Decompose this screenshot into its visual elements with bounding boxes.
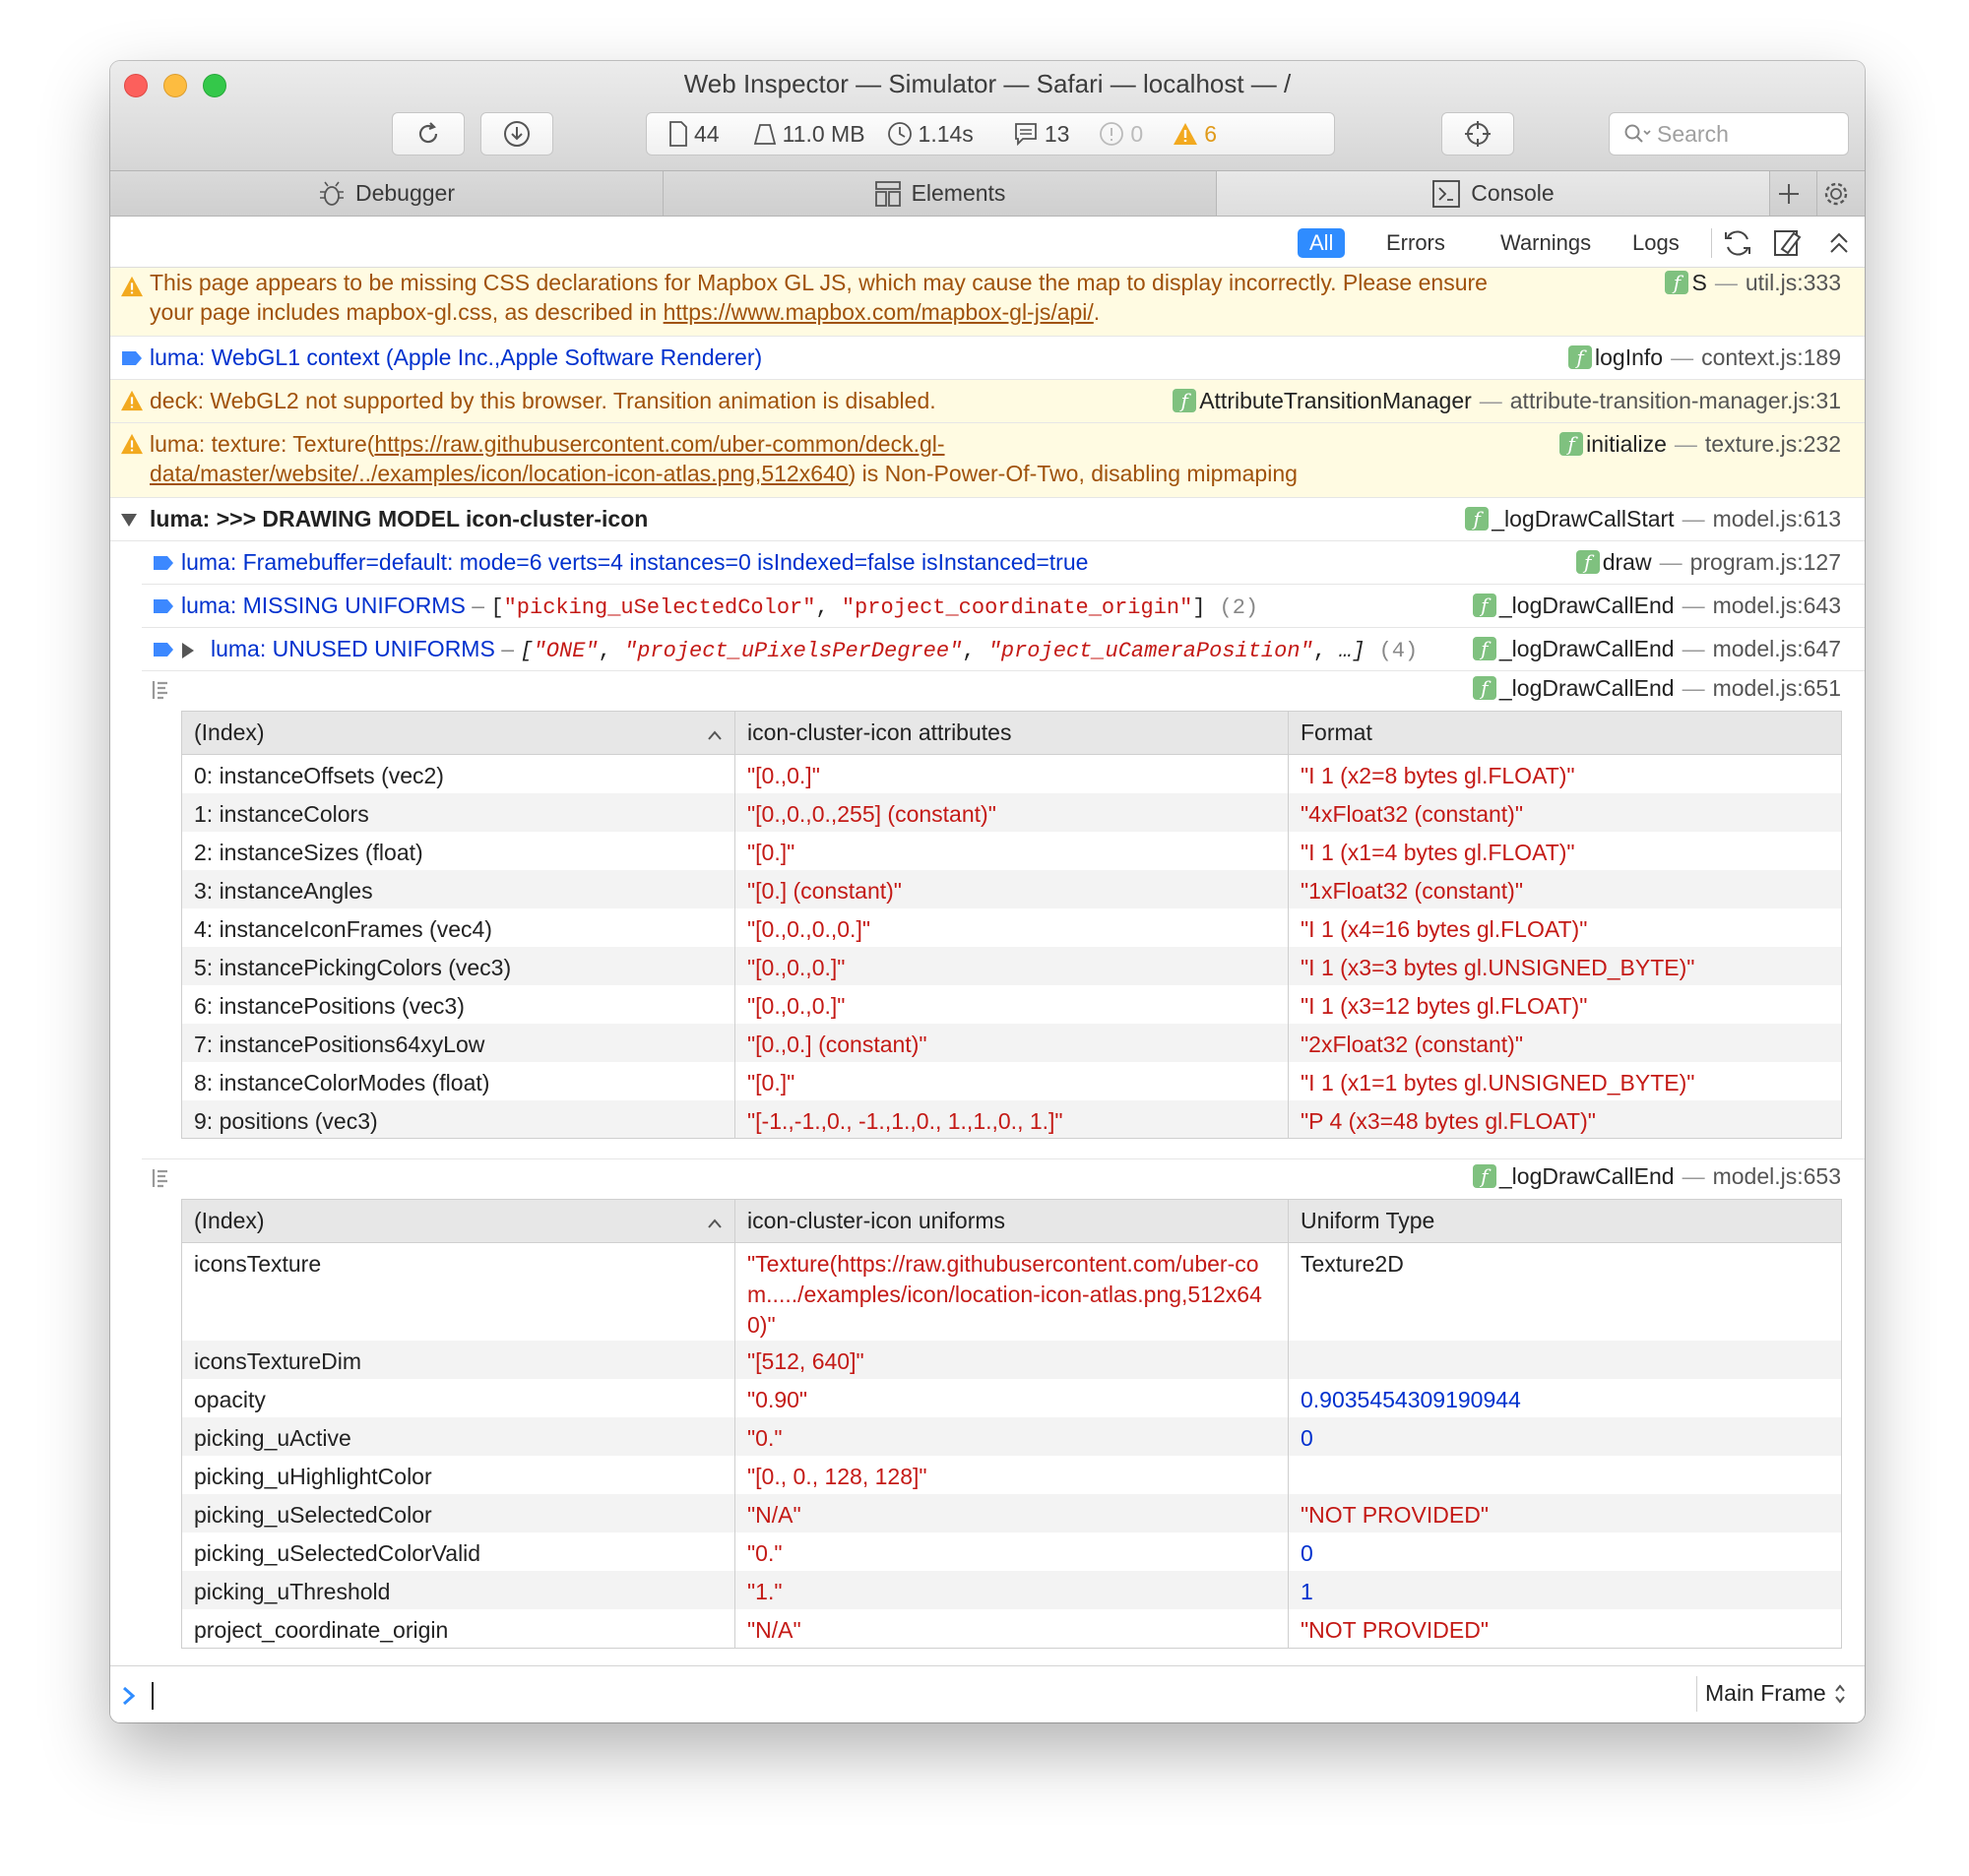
table-cell-index: project_coordinate_origin — [182, 1609, 735, 1648]
source-file-link[interactable]: model.js:647 — [1712, 636, 1841, 661]
tab-elements-label: Elements — [911, 180, 1006, 206]
console-log-message[interactable] — [142, 541, 1865, 585]
document-icon — [668, 121, 688, 147]
table-cell-index: 3: instanceAngles — [182, 870, 735, 908]
column-header-index[interactable] — [182, 712, 735, 755]
texture-url-link[interactable]: data/master/website/../examples/icon/location-icon-atlas.png,512x640 — [150, 461, 849, 486]
function-name: _logDrawCallStart — [1492, 506, 1675, 532]
message-text: ) is Non-Power-Of-Two, disabling mipmaping — [848, 461, 1298, 486]
message-text: luma: texture: Texture( — [150, 431, 375, 457]
table-cell-value: "[0.,0.,0.]" — [735, 947, 1289, 985]
function-name: _logDrawCallEnd — [1498, 636, 1675, 661]
message-text: This page appears to be missing CSS declarations for Mapbox GL JS, which may cause the map to display incorrectly. Please ensure — [150, 270, 1488, 295]
function-icon: f — [1173, 389, 1196, 412]
elements-icon — [874, 180, 902, 208]
search-icon — [1623, 123, 1653, 145]
gear-icon — [1822, 180, 1850, 208]
message-text: . — [1093, 299, 1101, 325]
table-cell-value: "N/A" — [735, 1609, 1289, 1648]
table-cell-index: 0: instanceOffsets (vec2) — [182, 755, 735, 793]
log-icon — [1013, 121, 1039, 147]
text-cursor — [152, 1682, 154, 1710]
table-row[interactable] — [182, 908, 1842, 947]
console-log-message[interactable]: luma: UNUSED UNIFORMS – ["ONE", "project_uPixelsPerDegree", "project_uCameraPosition", …] (4) f _logDrawCallEnd — model.js:647 — [142, 628, 1865, 671]
function-name: logInfo — [1595, 344, 1664, 370]
table-row[interactable] — [182, 985, 1842, 1024]
table-row[interactable] — [182, 1571, 1842, 1609]
console-filter-bar — [110, 217, 1865, 268]
table-row[interactable] — [182, 1417, 1842, 1456]
table-cell-type: "NOT PROVIDED" — [1289, 1609, 1842, 1648]
function-name: initialize — [1586, 431, 1667, 457]
sort-ascending-icon — [707, 729, 723, 741]
info-log-icon — [152, 553, 175, 573]
function-icon: f — [1576, 550, 1600, 574]
load-time-value: 1.14s — [918, 120, 974, 147]
table-cell-type: "2xFloat32 (constant)" — [1289, 1024, 1842, 1062]
table-cell-type: "P 4 (x3=48 bytes gl.FLOAT)" — [1289, 1100, 1842, 1139]
source-location[interactable]: f _logDrawCallEnd — model.js:643 — [1473, 591, 1841, 620]
warning-count[interactable] — [1173, 121, 1217, 148]
source-location[interactable]: f initialize — texture.js:232 — [1559, 429, 1841, 459]
search-placeholder: Search — [1657, 120, 1729, 147]
source-file-link[interactable]: context.js:189 — [1701, 344, 1841, 370]
execution-context-label: Main Frame — [1705, 1680, 1826, 1706]
array-value: "project_uCameraPosition" — [987, 639, 1313, 663]
table-cell-type: 0 — [1289, 1532, 1842, 1571]
weight-icon — [753, 122, 777, 146]
function-name: draw — [1602, 549, 1652, 575]
table-cell-index: 6: instancePositions (vec3) — [182, 985, 735, 1024]
array-value: "ONE" — [533, 639, 599, 663]
filter-logs[interactable]: Logs — [1632, 230, 1680, 255]
log-count-value: 13 — [1044, 120, 1070, 147]
source-file-link[interactable]: model.js:613 — [1712, 506, 1841, 532]
attributes-table — [181, 711, 1842, 1139]
settings-button[interactable] — [1817, 171, 1865, 216]
console-icon — [1431, 179, 1461, 209]
column-header-label: (Index) — [194, 719, 265, 745]
table-cell-type: "4xFloat32 (constant)" — [1289, 793, 1842, 832]
table-cell-value: "[0.,0.,0.]" — [735, 985, 1289, 1024]
table-row[interactable] — [182, 1609, 1842, 1648]
filter-divider — [1711, 228, 1712, 258]
warning-icon — [1173, 122, 1198, 146]
console-group-header[interactable] — [110, 498, 1865, 541]
function-icon: f — [1473, 1164, 1496, 1188]
info-log-icon — [152, 596, 175, 616]
array-value: "picking_uSelectedColor" — [503, 595, 816, 620]
table-cell-type — [1289, 1341, 1842, 1379]
function-name: _logDrawCallEnd — [1498, 1163, 1675, 1189]
table-cell-value: "[-1.,-1.,0., -1.,1.,0., 1.,1.,0., 1.]" — [735, 1100, 1289, 1139]
tab-console[interactable] — [1217, 171, 1770, 216]
disclosure-triangle-collapsed-icon[interactable] — [181, 642, 195, 659]
prompt-chevron-icon — [122, 1686, 136, 1706]
source-location[interactable]: f _logDrawCallEnd — model.js:651 — [1473, 673, 1841, 703]
source-location[interactable]: f _logDrawCallEnd — model.js:647 — [1473, 634, 1841, 663]
table-cell-type: Texture2D — [1289, 1243, 1842, 1342]
source-location[interactable]: f AttributeTransitionManager — attribute-transition-manager.js:31 — [1173, 386, 1841, 415]
table-cell-type: "I 1 (x3=12 bytes gl.FLOAT)" — [1289, 985, 1842, 1024]
table-cell-index: 7: instancePositions64xyLow — [182, 1024, 735, 1062]
window-title: Web Inspector — Simulator — Safari — localhost — / — [683, 69, 1292, 98]
function-icon: f — [1665, 271, 1688, 294]
source-file-link[interactable]: util.js:333 — [1745, 270, 1841, 295]
message-label: luma: MISSING UNIFORMS — [181, 593, 466, 618]
array-bracket: ] — [1352, 639, 1366, 663]
table-row[interactable] — [182, 755, 1842, 793]
message-text: your page includes mapbox-gl.css, as described in — [150, 299, 664, 325]
execution-context-selector[interactable] — [1705, 1680, 1846, 1707]
function-icon: f — [1473, 637, 1496, 660]
table-row[interactable] — [182, 832, 1842, 870]
texture-url-link[interactable]: https://raw.githubusercontent.com/uber-common/deck.gl- — [374, 431, 945, 457]
preserve-log-icon[interactable] — [1722, 227, 1753, 259]
scroll-to-top-icon[interactable] — [1827, 230, 1851, 256]
function-icon: f — [1465, 507, 1489, 531]
tab-bar — [110, 171, 1865, 217]
table-cell-type: 1 — [1289, 1571, 1842, 1609]
table-cell-value: "[0., 0., 128, 128]" — [735, 1456, 1289, 1494]
resource-count-value: 44 — [694, 120, 720, 147]
console-log-message[interactable] — [142, 585, 1865, 628]
title-bar — [110, 61, 1865, 171]
table-cell-type: 0.9035454309190944 — [1289, 1379, 1842, 1417]
console-messages — [110, 268, 1865, 1665]
function-name: AttributeTransitionManager — [1199, 388, 1472, 413]
table-row[interactable] — [182, 793, 1842, 832]
source-file-link[interactable]: model.js:653 — [1712, 1163, 1841, 1189]
warning-icon — [120, 433, 144, 455]
array-bracket: ] — [1192, 595, 1206, 620]
table-cell-index: picking_uSelectedColorValid — [182, 1532, 735, 1571]
array-bracket: [ — [520, 639, 534, 663]
table-cell-value: "Texture(https://raw.githubusercontent.com/uber-com...../examples/icon/location-icon-atlas.png,512x640)" — [735, 1243, 1289, 1342]
table-row[interactable] — [182, 1243, 1842, 1342]
resource-size[interactable] — [753, 121, 865, 148]
console-table-message[interactable] — [142, 671, 1865, 1159]
group-title: luma: >>> DRAWING MODEL icon-cluster-icon — [150, 506, 649, 532]
separator: – — [465, 593, 491, 618]
table-icon — [152, 1167, 169, 1189]
table-row[interactable] — [182, 870, 1842, 908]
table-row[interactable] — [182, 1379, 1842, 1417]
info-log-icon — [152, 640, 175, 659]
table-cell-value: "[0.,0.] (constant)" — [735, 1024, 1289, 1062]
table-cell-value: "N/A" — [735, 1494, 1289, 1532]
source-location[interactable]: f draw — program.js:127 — [1576, 547, 1841, 577]
bug-icon — [318, 180, 346, 208]
clear-log-icon[interactable] — [1772, 227, 1806, 259]
warning-icon — [120, 390, 144, 411]
table-cell-index: iconsTexture — [182, 1243, 735, 1342]
column-header-attributes[interactable]: icon-cluster-icon attributes — [735, 712, 1289, 755]
table-icon — [152, 679, 169, 701]
table-cell-index: 1: instanceColors — [182, 793, 735, 832]
filter-all[interactable]: All — [1298, 228, 1345, 258]
warning-icon — [120, 276, 144, 297]
function-icon: f — [1473, 594, 1496, 617]
load-time[interactable] — [887, 121, 974, 148]
source-file-link[interactable]: model.js:651 — [1712, 675, 1841, 701]
function-name: S — [1691, 270, 1707, 295]
column-header-label: (Index) — [194, 1208, 265, 1233]
array-separator: , — [815, 595, 842, 620]
error-icon — [1099, 121, 1124, 147]
source-file-link[interactable]: model.js:643 — [1712, 593, 1841, 618]
column-header-uniform-type[interactable]: Uniform Type — [1289, 1200, 1842, 1243]
tab-debugger-label: Debugger — [354, 180, 456, 206]
table-cell-type: "I 1 (x4=16 bytes gl.FLOAT)" — [1289, 908, 1842, 947]
table-cell-value: "[0.] (constant)" — [735, 870, 1289, 908]
filter-errors[interactable]: Errors — [1386, 230, 1445, 255]
console-log-message[interactable] — [110, 337, 1865, 380]
array-ellipsis: … — [1339, 639, 1353, 663]
source-file-link[interactable]: texture.js:232 — [1704, 431, 1841, 457]
table-cell-index: 5: instancePickingColors (vec3) — [182, 947, 735, 985]
table-cell-index: 8: instanceColorModes (float) — [182, 1062, 735, 1100]
table-row[interactable] — [182, 1062, 1842, 1100]
table-row[interactable] — [182, 1341, 1842, 1379]
console-warning-message[interactable] — [110, 380, 1865, 423]
disclosure-triangle-expanded-icon[interactable] — [120, 512, 138, 528]
table-cell-value: "0." — [735, 1417, 1289, 1456]
table-cell-index: 4: instanceIconFrames (vec4) — [182, 908, 735, 947]
table-cell-type: 0 — [1289, 1417, 1842, 1456]
console-warning-message[interactable] — [110, 268, 1865, 337]
source-location[interactable]: f _logDrawCallStart — model.js:613 — [1465, 504, 1841, 533]
array-bracket: [ — [490, 595, 504, 620]
function-icon: f — [1568, 345, 1592, 369]
function-name: _logDrawCallEnd — [1498, 593, 1675, 618]
warning-count-value: 6 — [1204, 120, 1217, 147]
table-cell-value: "[0.,0.]" — [735, 755, 1289, 793]
table-row[interactable] — [182, 1532, 1842, 1571]
new-tab-button[interactable] — [1770, 171, 1817, 216]
search-field[interactable] — [1609, 112, 1849, 156]
table-cell-value: "0.90" — [735, 1379, 1289, 1417]
array-count: (2) — [1219, 595, 1259, 620]
mapbox-api-link[interactable]: https://www.mapbox.com/mapbox-gl-js/api/ — [663, 299, 1094, 325]
function-icon: f — [1559, 432, 1583, 456]
table-cell-index: picking_uActive — [182, 1417, 735, 1456]
table-cell-index: 2: instanceSizes (float) — [182, 832, 735, 870]
array-value: "project_coordinate_origin" — [841, 595, 1193, 620]
table-row[interactable] — [182, 1456, 1842, 1494]
updown-chevron-icon — [1834, 1683, 1846, 1705]
column-header-format[interactable]: Format — [1289, 712, 1842, 755]
table-cell-value: "[0.]" — [735, 1062, 1289, 1100]
table-cell-index: picking_uHighlightColor — [182, 1456, 735, 1494]
web-inspector-window — [110, 61, 1865, 1722]
table-cell-value: "[512, 640]" — [735, 1341, 1289, 1379]
table-cell-index: picking_uThreshold — [182, 1571, 735, 1609]
table-row[interactable] — [182, 947, 1842, 985]
table-row[interactable] — [182, 1100, 1842, 1139]
message-text: luma: Framebuffer=default: mode=6 verts=4 instances=0 isIndexed=false isInstanced=true — [181, 549, 1089, 575]
table-cell-type: "I 1 (x3=3 bytes gl.UNSIGNED_BYTE)" — [1289, 947, 1842, 985]
reload-icon — [414, 120, 442, 148]
prompt-divider — [1696, 1676, 1697, 1712]
filter-warnings[interactable]: Warnings — [1500, 230, 1592, 255]
log-count[interactable] — [1013, 121, 1070, 148]
tab-debugger[interactable] — [110, 171, 664, 216]
table-cell-value: "[0.,0.,0.,255] (constant)" — [735, 793, 1289, 832]
table-cell-type: "I 1 (x2=8 bytes gl.FLOAT)" — [1289, 755, 1842, 793]
inspect-element-button[interactable] — [1441, 112, 1514, 156]
resource-size-value: 11.0 MB — [782, 120, 865, 147]
table-cell-index: 9: positions (vec3) — [182, 1100, 735, 1139]
table-cell-type — [1289, 1456, 1842, 1494]
error-count[interactable] — [1099, 121, 1143, 148]
console-table-message[interactable] — [142, 1159, 1865, 1665]
tab-console-label: Console — [1471, 180, 1555, 206]
info-log-icon — [120, 348, 144, 368]
table-cell-type: "NOT PROVIDED" — [1289, 1494, 1842, 1532]
plus-icon — [1777, 182, 1801, 206]
table-row[interactable] — [182, 1024, 1842, 1062]
table-cell-value: "1." — [735, 1571, 1289, 1609]
table-cell-type: "I 1 (x1=1 bytes gl.UNSIGNED_BYTE)" — [1289, 1062, 1842, 1100]
column-header-index[interactable] — [182, 1200, 735, 1243]
table-cell-type: "1xFloat32 (constant)" — [1289, 870, 1842, 908]
crosshair-icon — [1463, 119, 1493, 149]
message-text: luma: WebGL1 context (Apple Inc.,Apple Software Renderer) — [150, 344, 763, 370]
console-warning-message[interactable] — [110, 423, 1865, 498]
resource-count[interactable] — [668, 121, 720, 148]
uniforms-table — [181, 1199, 1842, 1649]
source-location[interactable]: f logInfo — context.js:189 — [1568, 343, 1841, 372]
column-header-uniforms[interactable]: icon-cluster-icon uniforms — [735, 1200, 1289, 1243]
console-prompt[interactable] — [110, 1665, 1865, 1722]
array-count: (4) — [1378, 639, 1419, 663]
table-cell-value: "[0.]" — [735, 832, 1289, 870]
error-count-value: 0 — [1130, 120, 1144, 147]
download-icon — [502, 119, 532, 149]
array-value: "project_uPixelsPerDegree" — [624, 639, 963, 663]
tab-elements[interactable] — [664, 171, 1217, 216]
download-button[interactable] — [480, 112, 553, 156]
table-cell-index: iconsTextureDim — [182, 1341, 735, 1379]
function-icon: f — [1473, 676, 1496, 700]
reload-button[interactable] — [392, 112, 465, 156]
clock-icon — [887, 121, 913, 147]
table-row[interactable] — [182, 1494, 1842, 1532]
source-location[interactable]: f _logDrawCallEnd — model.js:653 — [1473, 1161, 1841, 1191]
source-file-link[interactable]: program.js:127 — [1689, 549, 1841, 575]
table-cell-index: picking_uSelectedColor — [182, 1494, 735, 1532]
table-cell-value: "0." — [735, 1532, 1289, 1571]
table-cell-value: "[0.,0.,0.,0.]" — [735, 908, 1289, 947]
separator: – — [494, 636, 521, 661]
function-name: _logDrawCallEnd — [1498, 675, 1675, 701]
message-label: luma: UNUSED UNIFORMS — [211, 636, 495, 661]
sort-ascending-icon — [707, 1218, 723, 1229]
table-cell-type: "I 1 (x1=4 bytes gl.FLOAT)" — [1289, 832, 1842, 870]
source-file-link[interactable]: attribute-transition-manager.js:31 — [1509, 388, 1841, 413]
source-location[interactable]: f S — util.js:333 — [1665, 268, 1841, 297]
resource-stats-bar[interactable] — [646, 112, 1335, 156]
table-cell-index: opacity — [182, 1379, 735, 1417]
message-text: deck: WebGL2 not supported by this browser. Transition animation is disabled. — [150, 388, 936, 413]
